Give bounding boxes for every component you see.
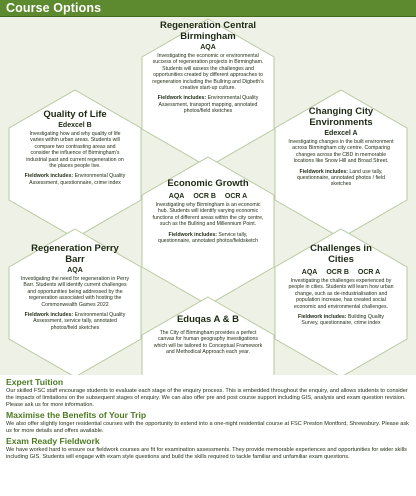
hex-content-challenges <box>286 243 396 327</box>
fieldwork-list: Environmental Quality Assessment, transport mapping, annotated photos/field sketches <box>158 95 259 115</box>
hex-content-regeneration-perry <box>20 243 130 331</box>
section-body: We also offer slightly longer residential courses with the opportunity to extend into a one-night residential course at FSC Preston Montford, Shrewsbury. Please ask us for more details and offers available. <box>6 421 409 434</box>
hex-description: Investigating the economic or environmental success of regeneration projects in Birmingham. Students will assess the challenges and opportunities created by different approaches to regeneration including the Bullring and Digbeth's creative start-up culture. <box>152 53 264 92</box>
fieldwork-list: Land use tally, questionnaire, annotated photos / field sketches <box>297 168 385 188</box>
fieldwork-list: Environmental Quality Assessment, service tally, annotated photos/field sketches <box>33 312 126 331</box>
info-sections <box>0 376 416 461</box>
hex-description: Investigating changes in the built environment across Birmingham city centre. Comparing changes across the CBD in memorable locations like Snow Hill and Broad Street. <box>288 139 394 165</box>
hex-description: Investigating how and why quality of life varies within urban areas. Students will compare two contrasting areas and consider the influence of Birmingham's industrial past and current regeneration on the places people live. <box>26 131 124 170</box>
hex-title: Eduqas A & B <box>176 314 240 325</box>
section-body: Our skilled FSC staff encourage students to evaluate each stage of the enquiry process. This is embedded throughout the enquiry, and allows students to consider the impacts of limitations on the subsequent stages of enquiry. We can also offer pre and post course support including GIS, analysis and exam question revision. Please ask us for more information. <box>6 388 408 408</box>
hex-title: Quality of Life <box>43 109 107 120</box>
fieldwork-label: Fieldwork includes: <box>24 312 74 319</box>
section-body: We have worked hard to ensure our fieldwork courses are fit for examination assessments. They provide memorable experiences and opportunities for wider skills including GIS. Students will engage with exam style questions and build the skills required to tackle familiar and unfamiliar exam questions. <box>6 447 407 460</box>
hex-title: Changing City Environments <box>308 106 374 128</box>
section-heading: Maximise the Benefits of Your Trip <box>6 410 147 420</box>
fieldwork-text <box>148 95 268 114</box>
hex-description: Investigating why Birmingham is an economic hub. Students will identify varying economic functions of different areas within the city centre, such as the Bullring and Millennium Point. <box>152 202 264 228</box>
hex-content-regeneration-central <box>148 20 268 115</box>
hex-content-eduqas <box>152 314 264 356</box>
exam-board: OCR B <box>193 193 216 200</box>
exam-board: AQA <box>168 193 185 200</box>
fieldwork-text <box>20 312 130 331</box>
fieldwork-label: Fieldwork includes: <box>168 231 217 238</box>
exam-board: Edexcel A <box>324 130 358 137</box>
hex-content-economic-growth <box>151 178 265 244</box>
page-title: Course Options <box>6 1 102 15</box>
exam-board: AQA <box>301 269 318 276</box>
fieldwork-list: Environmental Quality Assessment, questionnaire, crime index <box>29 173 126 186</box>
fieldwork-label: Fieldwork includes: <box>299 168 348 175</box>
hex-content-quality-of-life <box>20 109 130 186</box>
fieldwork-label: Fieldwork includes: <box>157 95 207 102</box>
fieldwork-text <box>151 232 265 245</box>
hex-title: Regeneration Perry Barr <box>31 243 119 265</box>
hex-title: Regeneration Central Birmingham <box>159 20 257 42</box>
fieldwork-text <box>286 169 396 188</box>
exam-boards <box>286 269 396 276</box>
hex-description: Investigating the challenges experienced by people in cities. Students will learn how urban change, such as de-industrialisation and population increase, has created social economic and environmental challenges. <box>288 278 394 310</box>
fieldwork-text <box>286 314 396 327</box>
exam-boards <box>151 193 265 200</box>
hex-title: Challenges in Cities <box>310 243 372 265</box>
exam-board: AQA <box>67 267 83 274</box>
fieldwork-label: Fieldwork includes: <box>298 314 347 321</box>
hex-description: The City of Birmingham provides a perfect canvas for human geography investigations which will be tailored to Conceptual Framework and Methodical Approach each year. <box>153 330 263 356</box>
header-bar <box>0 0 416 17</box>
fieldwork-label: Fieldwork includes: <box>24 173 74 180</box>
exam-board: Edexcel B <box>58 122 92 129</box>
hex-content-changing-city <box>286 106 396 188</box>
fieldwork-text <box>20 173 130 186</box>
exam-board: OCR A <box>224 193 248 200</box>
exam-board: OCR A <box>357 269 381 276</box>
fieldwork-list: Service tally, questionnaire, annotated photos/fieldsketch <box>157 231 259 245</box>
exam-board: OCR B <box>326 269 349 276</box>
hex-description: Investigating the need for regeneration in Perry Barr. Students will identify current challenges and opportunities being addressed by the regeneration associated with hosting the Commonwealth Games 2022 <box>20 276 130 308</box>
exam-board: AQA <box>200 44 216 51</box>
section-heading: Exam Ready Fieldwork <box>6 436 100 446</box>
section-heading: Expert Tuition <box>6 377 64 387</box>
hex-title: Economic Growth <box>167 178 249 189</box>
fieldwork-list: Building Quality Survey, questionnaire, crime index <box>301 314 384 327</box>
